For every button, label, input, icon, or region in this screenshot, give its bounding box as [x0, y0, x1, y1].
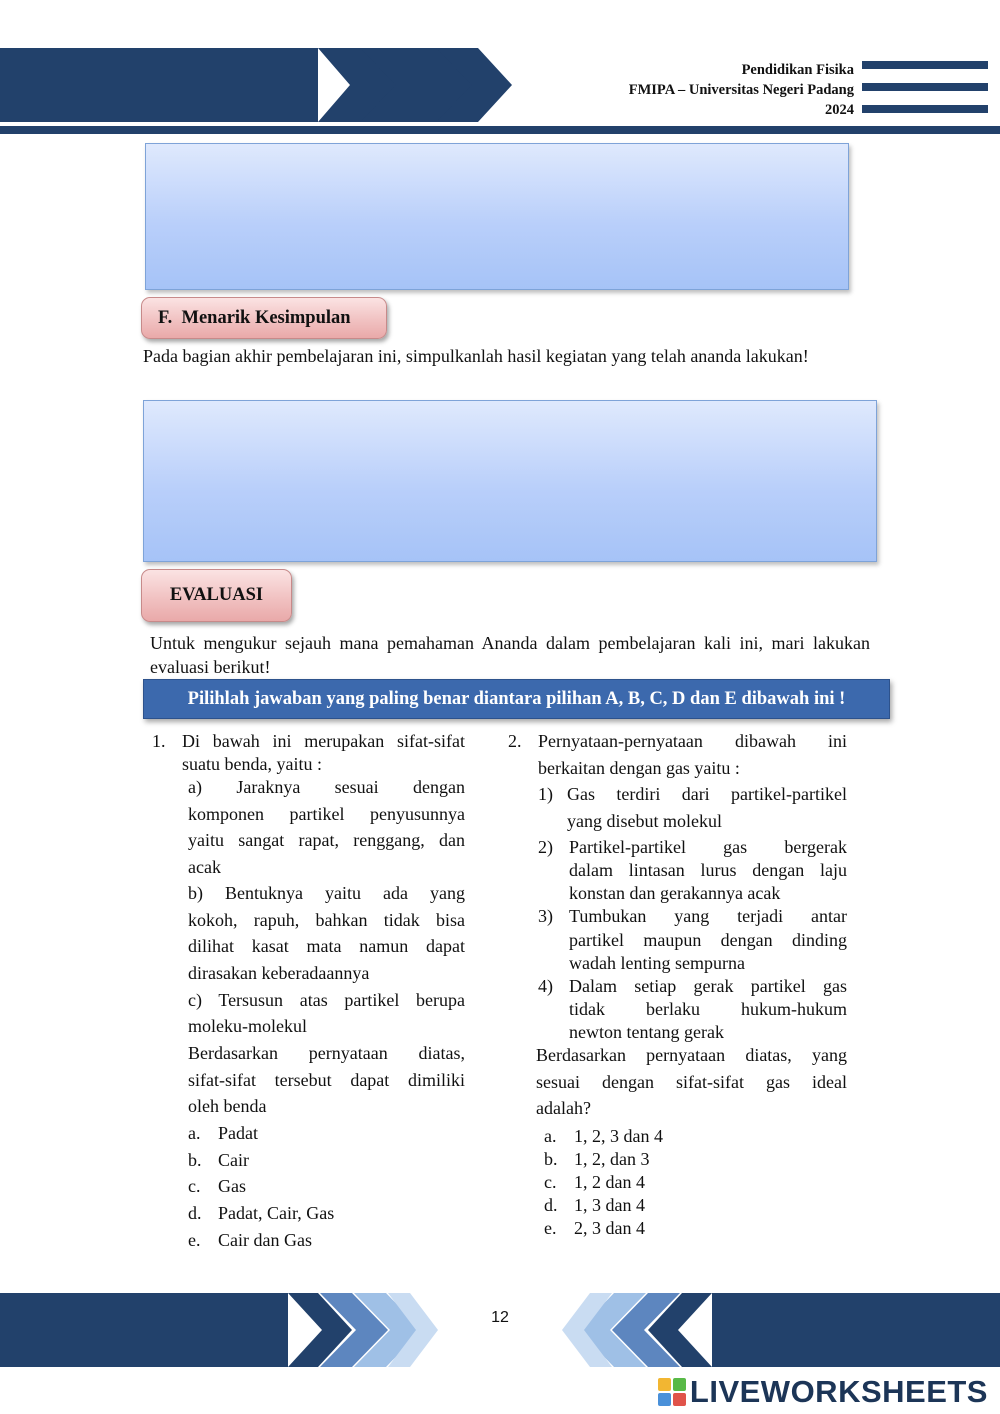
q2-item-4-number: 4) — [538, 976, 553, 996]
q2-option-d-text: 1, 3 dan 4 — [574, 1195, 645, 1215]
q1-stem-line1: Di bawah ini merupakan sifat-sifat — [182, 731, 465, 751]
q2-item-1-number: 1) — [538, 784, 553, 804]
q2-option-c-text: 1, 2 dan 4 — [574, 1172, 645, 1192]
q1-conclusion-line3: oleh benda — [188, 1096, 267, 1116]
instruction-banner — [143, 679, 890, 719]
q1-option-a-text: Padat — [218, 1123, 258, 1143]
q1-statement-b-line4: dirasakan keberadaannya — [188, 963, 370, 983]
q2-conclusion-line1: Berdasarkan pernyataan diatas, yang — [536, 1045, 847, 1065]
q1-statement-a-line2: komponen partikel penyusunnya — [188, 804, 465, 824]
q2-item-4-line2: tidak berlaku hukum-hukum — [569, 999, 847, 1019]
q2-option-a-letter: a. — [544, 1126, 557, 1146]
q1-option-e-letter: e. — [188, 1230, 201, 1250]
q1-option-d-letter: d. — [188, 1203, 202, 1223]
q2-item-1-line1: Gas terdiri dari partikel-partikel — [567, 784, 847, 804]
q1-stem-line2: suatu benda, yaitu : — [182, 754, 322, 774]
q1-statement-b-line1: b) Bentuknya yaitu ada yang — [188, 883, 465, 903]
q2-option-c-letter: c. — [544, 1172, 557, 1192]
q2-stem-line1: Pernyataan-pernyataan dibawah ini — [538, 731, 847, 751]
q1-statement-a-line1: a) Jaraknya sesuai dengan — [188, 777, 465, 797]
q2-option-d-letter: d. — [544, 1195, 558, 1215]
q2-item-2-number: 2) — [538, 837, 553, 857]
q1-statement-c-line1: c) Tersusun atas partikel berupa — [188, 990, 465, 1010]
header-program: Pendidikan Fisika — [741, 62, 854, 78]
q1-statement-c-line2: moleku-molekul — [188, 1016, 307, 1036]
evaluasi-tab — [141, 569, 292, 622]
q1-option-c-text: Gas — [218, 1176, 246, 1196]
q2-item-3-line2: partikel maupun dengan dinding — [569, 930, 847, 950]
q1-option-c-letter: c. — [188, 1176, 201, 1196]
header-year: 2024 — [825, 102, 854, 118]
q1-statement-a-line4: acak — [188, 857, 221, 877]
section-f-instruction: Pada bagian akhir pembelajaran ini, simpulkanlah hasil kegiatan yang telah ananda lakukan! — [143, 346, 809, 366]
q2-option-e-text: 2, 3 dan 4 — [574, 1218, 645, 1238]
liveworksheets-icon — [657, 1377, 687, 1407]
liveworksheets-wordmark: LIVEWORKSHEETS — [689, 1374, 988, 1409]
q2-option-b-letter: b. — [544, 1149, 558, 1169]
q2-conclusion-line2: sesuai dengan sifat-sifat gas ideal — [536, 1072, 847, 1092]
q2-stem-line2: berkaitan dengan gas yaitu : — [538, 758, 740, 778]
q1-conclusion-line1: Berdasarkan pernyataan diatas, — [188, 1043, 465, 1063]
liveworksheets-logo[interactable] — [657, 1374, 988, 1410]
q1-option-b-letter: b. — [188, 1150, 202, 1170]
q2-item-3-line1: Tumbukan yang terjadi antar — [569, 906, 847, 926]
instruction-banner-text: Pilihlah jawaban yang paling benar diantara pilihan A, B, C, D dan E dibawah ini ! — [187, 688, 846, 709]
evaluasi-title: EVALUASI — [169, 585, 264, 605]
footer-decoration — [0, 1288, 1000, 1372]
q1-option-b-text: Cair — [218, 1150, 249, 1170]
section-f-tab — [141, 297, 387, 339]
previous-answer-box[interactable] — [145, 143, 849, 290]
q2-number: 2. — [508, 731, 522, 751]
q2-item-1-line2: yang disebut molekul — [567, 811, 722, 831]
q2-conclusion-line3: adalah? — [536, 1098, 591, 1118]
q2-item-2-line3: konstan dan gerakannya acak — [569, 883, 781, 903]
q1-statement-b-line2: kokoh, rapuh, bahkan tidak bisa — [188, 910, 465, 930]
q2-item-4-line3: newton tentang gerak — [569, 1022, 724, 1042]
q1-statement-b-line3: dilihat kasat mata namun dapat — [188, 936, 465, 956]
q2-item-2-line2: dalam lintasan lurus dengan laju — [569, 860, 847, 880]
q2-item-3-line3: wadah lenting sempurna — [569, 953, 745, 973]
q1-option-d-text: Padat, Cair, Gas — [218, 1203, 335, 1223]
q2-option-a-text: 1, 2, 3 dan 4 — [574, 1126, 663, 1146]
q1-option-e-text: Cair dan Gas — [218, 1230, 312, 1250]
q1-option-a-letter: a. — [188, 1123, 201, 1143]
header-text — [629, 60, 854, 120]
conclusion-answer-box[interactable] — [143, 400, 877, 562]
q1-conclusion-line2: sifat-sifat tersebut dapat dimiliki — [188, 1070, 465, 1090]
q2-item-4-line1: Dalam setiap gerak partikel gas — [569, 976, 847, 996]
q2-item-3-number: 3) — [538, 906, 553, 926]
q1-number: 1. — [152, 731, 166, 751]
page-number: 12 — [491, 1309, 509, 1326]
q2-item-2-line1: Partikel-partikel gas bergerak — [569, 837, 847, 857]
section-f-title: F. Menarik Kesimpulan — [158, 307, 351, 328]
q2-option-b-text: 1, 2, dan 3 — [574, 1149, 650, 1169]
evaluasi-intro: Untuk mengukur sejauh mana pemahaman Ananda dalam pembelajaran kali ini, mari lakukan evaluasi berikut! — [150, 633, 870, 677]
q1-statement-a-line3: yaitu sangat rapat, renggang, dan — [188, 830, 465, 850]
header-university: FMIPA – Universitas Negeri Padang — [628, 82, 854, 98]
q2-option-e-letter: e. — [544, 1218, 557, 1238]
